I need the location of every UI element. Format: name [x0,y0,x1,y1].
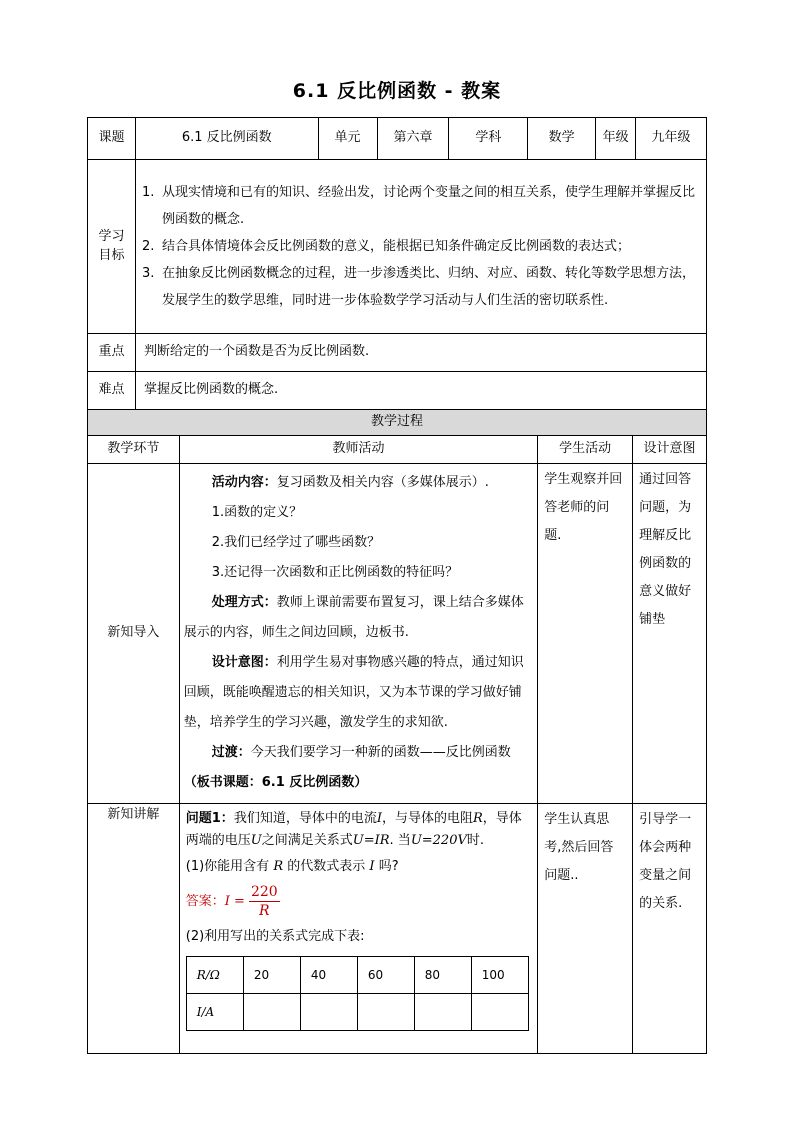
value-table-empty-cell [300,994,357,1031]
subquestion-1 [186,852,529,882]
intro-teacher-activity [179,464,537,804]
grade-label: 年级 [596,118,636,160]
goal-item [142,179,698,233]
intro-student-activity: 学生观察并回答老师的问题. [538,464,633,804]
grade-value: 九年级 [636,118,707,160]
problem-line [186,808,529,852]
header-student: 学生活动 [538,436,633,464]
goal-number: 1. [141,185,155,200]
transition-line [184,738,529,798]
var-i: I [376,811,382,826]
problem-text: 我们知道，导体中的电流 [233,811,377,826]
activity-text: 复习函数及相关内容（多媒体展示）. [276,475,489,490]
value-table-empty-cell [471,994,529,1031]
value-table-cell: 40 [300,957,357,994]
focus-label: 重点 [88,334,136,372]
design-label: 设计意图： [211,655,277,670]
board-text: （板书课题：6.1 反比例函数） [183,775,368,790]
subject-value: 数学 [528,118,596,160]
lecture-stage: 新知讲解 [88,804,180,1054]
answer-line [186,882,529,922]
var-i: I [369,859,375,874]
difficulty-text: 掌握反比例函数的概念. [135,372,706,410]
goal-number: 2. [141,239,155,254]
question-2: 2.我们已经学过了哪些函数？ [211,535,381,550]
subquestion-2: (2)利用写出的关系式完成下表: [185,929,365,944]
lecture-student-activity: 学生认真思考,然后回答问题.. [538,804,633,1054]
goals-list [136,175,706,318]
question-1: 1.函数的定义？ [211,505,303,520]
method-label: 处理方式： [211,595,277,610]
goal-item [142,260,698,314]
intro-design-intent: 通过回答问题，为理解反比例函数的意义做好铺垫 [633,464,707,804]
answer-lhs: I = [224,894,245,909]
method-text: 教师上课前需要布置复习，课上结合多媒体展示的内容，师生之间边回顾，边板书. [183,595,524,640]
problem-label: 问题1： [185,811,234,826]
given-voltage: U=220V [410,833,467,848]
var-r: R [273,859,284,874]
subject-label: 学科 [449,118,528,160]
problem-text: 时. [466,833,485,848]
value-table-r-label: R/Ω [186,957,243,994]
value-table-empty-cell [243,994,300,1031]
goal-item [142,233,698,260]
goal-text: 从现实情境和已有的知识、经验出发，讨论两个变量之间的相互关系，使学生理解并掌握反比例函数的概念. [161,185,695,227]
answer-fraction [249,883,280,920]
goal-number: 3. [141,266,155,281]
question-3: 3.还记得一次函数和正比例函数的特征吗？ [211,565,459,580]
lesson-info-table [87,117,707,410]
sub1-text: 的代数式表示 [287,859,366,874]
topic-value: 6.1 反比例函数 [135,118,318,160]
transition-label: 过渡： [211,745,251,760]
sub1-text: (1)你能用含有 [185,859,270,874]
header-stage: 教学环节 [88,436,180,464]
method-line [184,588,529,648]
lecture-design-intent: 引导学一体会两种变量之间的关系. [633,804,707,1054]
header-design: 设计意图 [633,436,707,464]
intro-stage: 新知导入 [88,464,180,804]
transition-text: 今天我们要学习一种新的函数——反比例函数 [250,745,511,760]
process-heading: 教学过程 [88,410,707,436]
activity-label: 活动内容： [211,475,277,490]
difficulty-label: 难点 [88,372,136,410]
lecture-teacher-activity [179,804,537,1054]
goal-text: 在抽象反比例函数概念的过程，进一步渗透类比、归纳、对应、函数、转化等数学思想方法，发展学生的数学思维，同时进一步体验数学学习活动与人们生活的密切联系性. [161,266,695,308]
value-table-i-label: I/A [186,994,243,1031]
problem-text: . 当 [389,833,411,848]
unit-label: 单元 [318,118,377,160]
goals-content [135,160,706,334]
teaching-process-table [87,409,707,1054]
focus-text: 判断给定的一个函数是否为反比例函数. [135,334,706,372]
design-text: 利用学生易对事物感兴趣的特点，通过知识回顾，既能唤醒遗忘的相关知识，又为本节课的学习做好铺垫，培养学生的学习兴趣，激发学生的求知欲. [183,655,524,730]
fraction-numerator: 220 [250,884,278,900]
answer-label: 答案： [185,894,225,909]
activity-line [184,468,529,498]
value-table-cell: 60 [357,957,414,994]
value-table-empty-cell [414,994,471,1031]
design-line [184,648,529,738]
value-table-cell: 20 [243,957,300,994]
value-table [186,956,529,1031]
value-table-empty-cell [357,994,414,1031]
fraction-denominator: R [259,903,270,919]
topic-label: 课题 [88,118,136,160]
goal-text: 结合具体情境体会反比例函数的意义，能根据已知条件确定反比例函数的表达式； [161,239,630,254]
goals-label: 学习目标 [88,160,136,334]
var-u: U [250,833,262,848]
problem-text: 之间满足关系式 [261,833,353,848]
formula-uir: U=IR [352,833,390,848]
sub1-text: 吗? [378,859,399,874]
value-table-cell: 100 [471,957,529,994]
page-title: 6.1 反比例函数 - 教案 [292,80,502,102]
problem-text: ，与导体的电阻 [381,811,473,826]
value-table-cell: 80 [414,957,471,994]
var-r: R [472,811,483,826]
header-teacher: 教师活动 [179,436,537,464]
unit-value: 第六章 [377,118,449,160]
problem-text: ，导体两端的电压 [185,811,522,848]
